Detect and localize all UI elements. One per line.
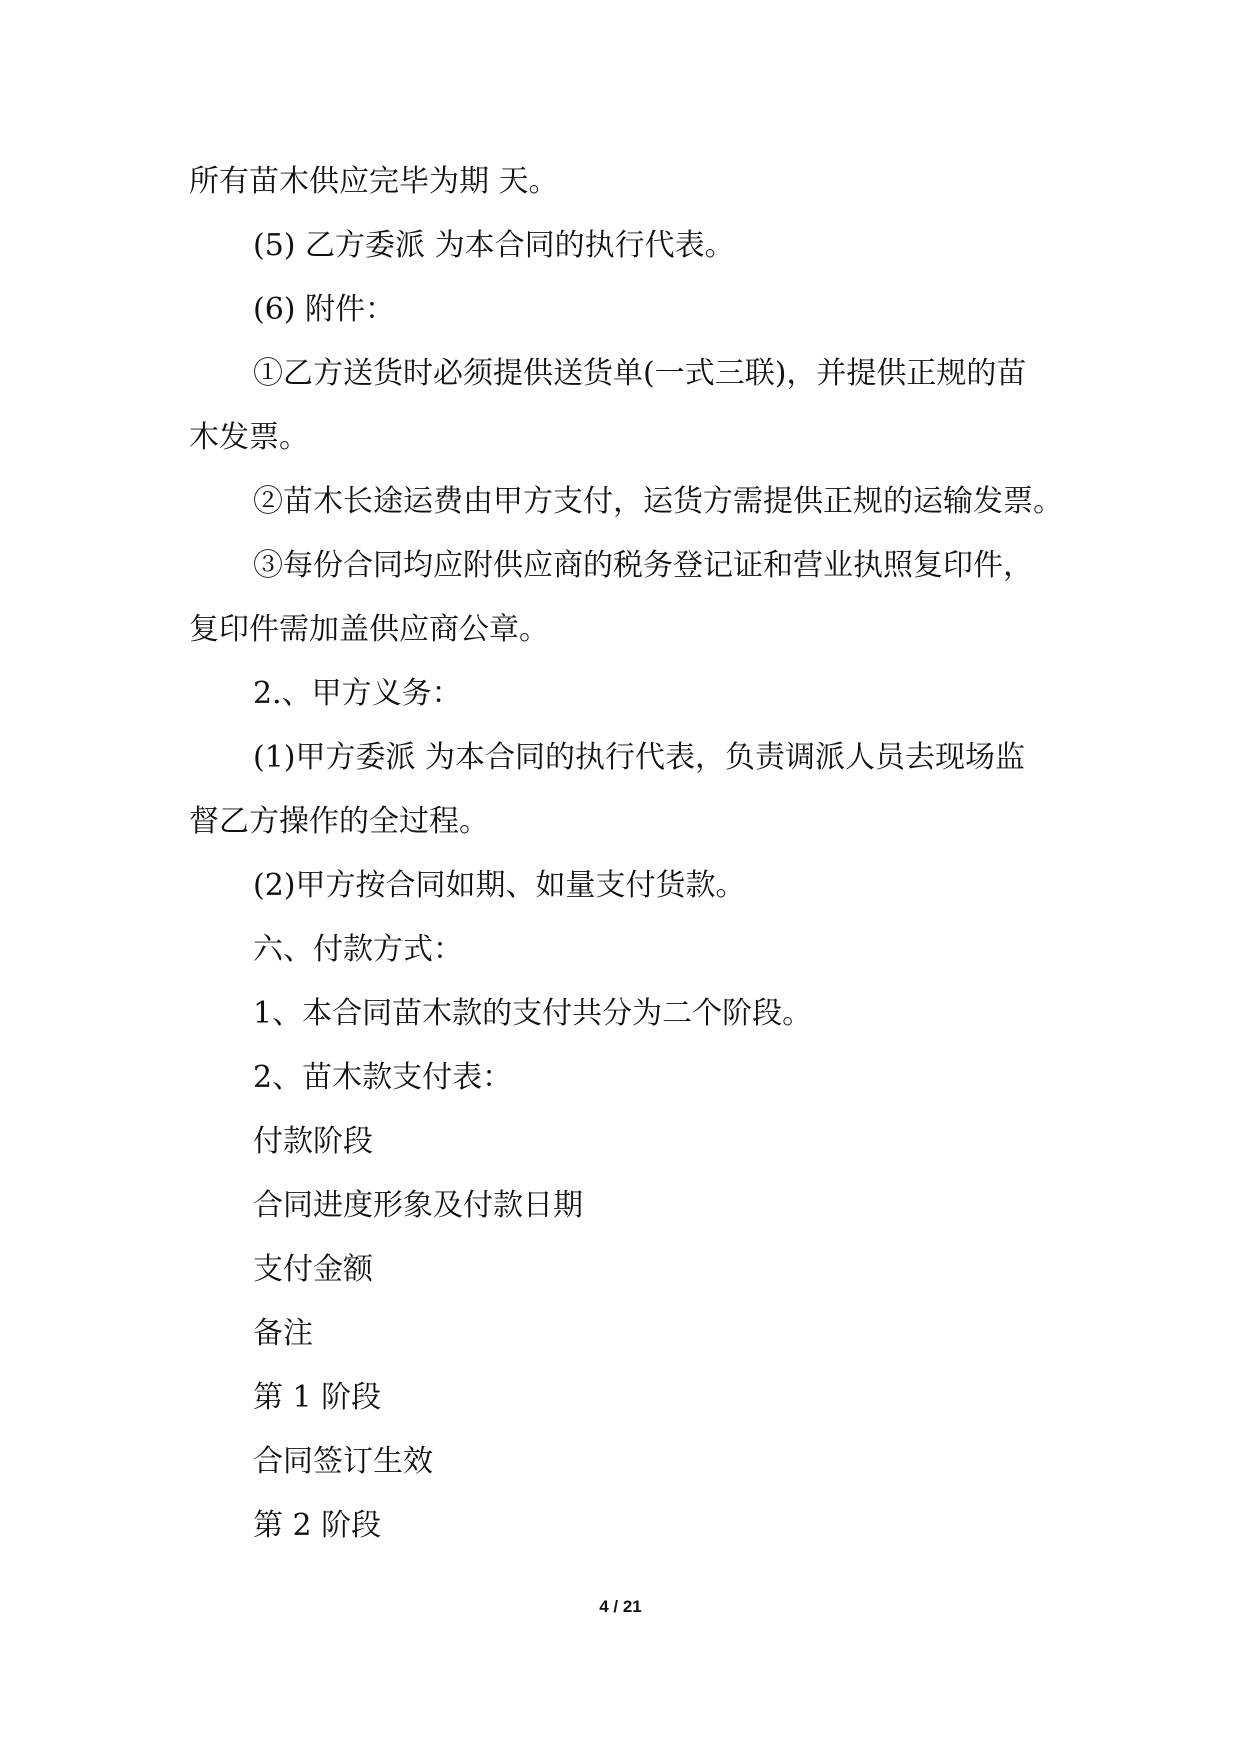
paragraph-line: (1)甲方委派 为本合同的执行代表，负责调派人员去现场监 (253, 740, 1026, 775)
page-number: 4 / 21 (599, 1597, 642, 1616)
paragraph-line: 2、苗木款支付表： (253, 1060, 513, 1095)
paragraph-line: (6) 附件： (253, 292, 396, 327)
paragraph-line: 1、本合同苗木款的支付共分为二个阶段。 (253, 996, 813, 1031)
section-heading: 2.、甲方义务： (253, 676, 462, 711)
table-text-line: 付款阶段 (253, 1124, 373, 1159)
paragraph-line: 所有苗木供应完毕为期 天。 (189, 164, 559, 199)
paragraph-line: ②苗木长途运费由甲方支付，运货方需提供正规的运输发票。 (253, 484, 1063, 519)
table-text-line: 合同进度形象及付款日期 (253, 1188, 583, 1223)
table-text-line: 合同签订生效 (253, 1444, 433, 1479)
paragraph-line: 督乙方操作的全过程。 (189, 804, 489, 839)
paragraph-line: ③每份合同均应附供应商的税务登记证和营业执照复印件， (253, 548, 1033, 583)
paragraph-line: (5) 乙方委派 为本合同的执行代表。 (253, 228, 735, 263)
paragraph-line: 木发票。 (189, 420, 309, 455)
paragraph-line: (2)甲方按合同如期、如量支付货款。 (253, 868, 746, 903)
paragraph-line: 复印件需加盖供应商公章。 (189, 612, 549, 647)
table-text-line: 备注 (253, 1316, 313, 1351)
table-text-line: 第 1 阶段 (253, 1380, 382, 1415)
table-text-line: 第 2 阶段 (253, 1508, 382, 1543)
table-text-line: 支付金额 (253, 1252, 373, 1287)
paragraph-line: ①乙方送货时必须提供送货单(一式三联)，并提供正规的苗 (253, 356, 1027, 391)
section-heading: 六、付款方式： (253, 932, 463, 967)
